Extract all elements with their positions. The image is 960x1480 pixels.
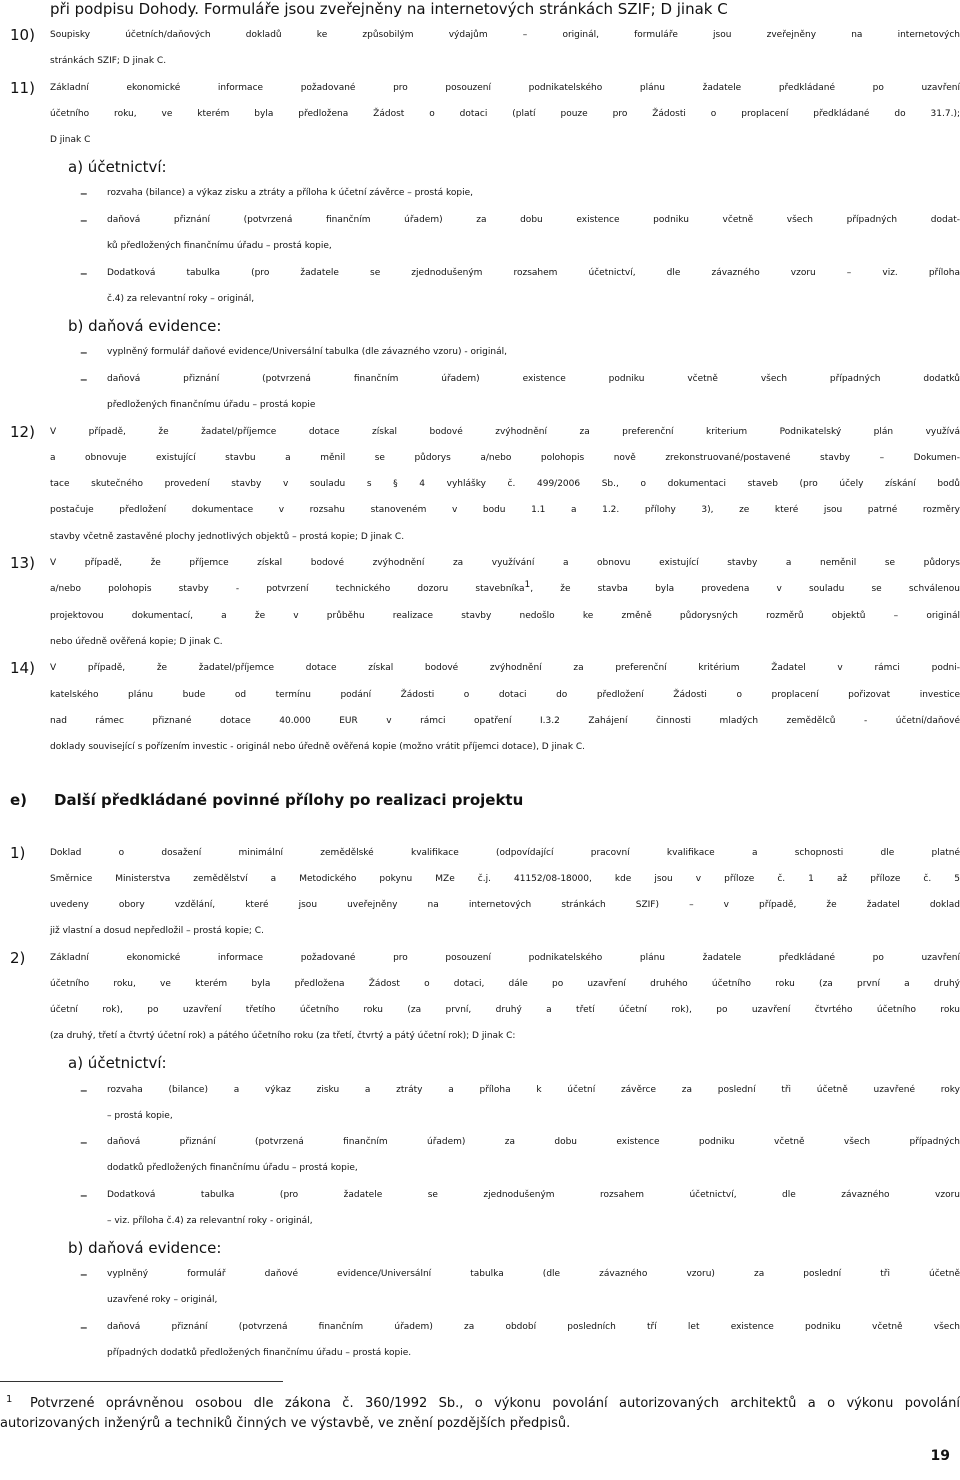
item-14-line: nad rámec přiznané dotace 40.000 EUR v rámci opatření I.3.2 Zahájení činnosti mladých zemědělců - účetní/daňové	[50, 716, 960, 726]
dash-bullet: –	[80, 264, 88, 282]
intro-tail-line: při podpisu Dohody. Formuláře jsou zveřejněny na internetových stránkách SZIF; D jinak C	[50, 0, 728, 18]
item-11-a-entry: Dodatková tabulka (pro žadatele se zjednodušeným rozsahem účetnictví, dle závazného vzoru – viz. příloha	[107, 268, 960, 278]
e2-a-entry: – viz. příloha č.4) za relevantní roky - originál,	[107, 1216, 313, 1226]
e2-line: účetního roku, ve kterém byla předložena Žádost o dotaci, dále po uzavření druhého účetního roku (za první a druhý	[50, 979, 960, 989]
item-13-line: nebo úředně ověřená kopie; D jinak C.	[50, 637, 223, 647]
dash-bullet: –	[80, 1133, 88, 1151]
e2-b-entry: uzavřené roky – originál,	[107, 1295, 218, 1305]
item-10-line: stránkách SZIF; D jinak C.	[50, 56, 167, 66]
footnote-line: autorizovaných inženýrů a techniků činných ve výstavbě, ve znění pozdějších předpisů.	[0, 1416, 571, 1431]
item-11-a-entry: daňová přiznání (potvrzená finančním úřadem) za dobu existence podniku včetně všech případných dodat-	[107, 215, 960, 225]
e2-a-entry: dodatků předložených finančnímu úřadu – prostá kopie,	[107, 1163, 358, 1173]
e1-number: 1)	[10, 844, 26, 862]
item-12-line: tace skutečného provedení stavby v souladu s § 4 vyhlášky č. 499/2006 Sb., o dokumentaci staveb (pro účely získání bodů	[50, 479, 960, 489]
dash-bullet: –	[80, 343, 88, 361]
dash-bullet: –	[80, 1265, 88, 1283]
item-11-line: Základní ekonomické informace požadované pro posouzení podnikatelského plánu žadatele předkládané po uzavření	[50, 83, 960, 93]
e1-line: Směrnice Ministerstva zemědělství a Metodického pokynu MZe č.j. 41152/08-18000, kde jsou v příloze č. 1 až příloze č. 5	[50, 874, 960, 884]
item-13-line-part: a/nebo polohopis stavby - potvrzení technického dozoru stavebníka	[50, 584, 525, 594]
footnote-separator	[0, 1381, 283, 1382]
item-12-line: stavby včetně zastavěné plochy jednotlivých objektů – prostá kopie; D jinak C.	[50, 532, 405, 542]
e1-line: Doklad o dosažení minimální zemědělské kvalifikace (odpovídající pracovní kvalifikace a schopnosti dle platné	[50, 848, 960, 858]
e1-line: již vlastní a dosud nepředložil – prostá kopie; C.	[50, 926, 264, 936]
dash-bullet: –	[80, 1081, 88, 1099]
item-11-b-entry: daňová přiznání (potvrzená finančním úřadem) existence podniku včetně všech případných dodatků	[107, 374, 960, 384]
item-11-b-label: b) daňová evidence:	[68, 317, 222, 335]
dash-bullet: –	[80, 370, 88, 388]
page-number: 19	[930, 1448, 950, 1464]
dash-bullet: –	[80, 1318, 88, 1336]
section-e-title: Další předkládané povinné přílohy po realizaci projektu	[54, 791, 524, 809]
item-11-b-entry: předložených finančnímu úřadu – prostá kopie	[107, 400, 316, 410]
e2-line: Základní ekonomické informace požadované pro posouzení podnikatelského plánu žadatele předkládané po uzavření	[50, 953, 960, 963]
item-12-line: V případě, že žadatel/příjemce dotace získal bodové zvýhodnění za preferenční kriterium Podnikatelský plán využívá	[50, 427, 960, 437]
e1-line: uvedeny obory vzdělání, které jsou uveřejněny na internetových stránkách SZIF) – v případě, že žadatel doklad	[50, 900, 960, 910]
e2-a-entry: – prostá kopie,	[107, 1111, 173, 1121]
item-11-a-label: a) účetnictví:	[68, 158, 167, 176]
footnote-reference: 1	[524, 580, 531, 590]
e2-a-entry: rozvaha (bilance) a výkaz zisku a ztráty a příloha k účetní závěrce za poslední tři účetně uzavřené roky	[107, 1085, 960, 1095]
e2-b-entry: daňová přiznání (potvrzená finančním úřadem) za období posledních tří let existence podniku včetně všech	[107, 1322, 960, 1332]
item-10-line: Soupisky účetních/daňových dokladů ke způsobilým výdajům – originál, formuláře jsou zveřejněny na internetových	[50, 30, 960, 40]
item-11-a-entry: rozvaha (bilance) a výkaz zisku a ztráty a příloha k účetní závěrce – prostá kopie,	[107, 188, 473, 198]
item-12-line: a obnovuje existující stavbu a měnil se půdorys a/nebo polohopis nově zrekonstruované/postavené stavby – Dokumen-	[50, 453, 960, 463]
item-11-line: účetního roku, ve kterém byla předložena Žádost o dotaci (platí pouze pro Žádosti o proplacení předkládané do 31.7.);	[50, 109, 960, 119]
e2-a-entry: daňová přiznání (potvrzená finančním úřadem) za dobu existence podniku včetně všech případných	[107, 1137, 960, 1147]
e2-b-entry: vyplněný formulář daňové evidence/Universální tabulka (dle závazného vzoru) za poslední tři účetně	[107, 1269, 960, 1279]
section-e-label: e)	[10, 791, 28, 809]
footnote-mark: 1	[6, 1394, 13, 1405]
item-11-b-entry: vyplněný formulář daňové evidence/Universální tabulka (dle závazného vzoru) - originál,	[107, 347, 507, 357]
item-12-number: 12)	[10, 423, 35, 441]
item-11-line: D jinak C	[50, 135, 91, 145]
item-14-line: katelského plánu bude od termínu podání Žádosti o dotaci do předložení Žádosti o proplacení pořizovat investice	[50, 690, 960, 700]
dash-bullet: –	[80, 211, 88, 229]
item-11-a-entry: ků předložených finančnímu úřadu – prostá kopie,	[107, 241, 332, 251]
dash-bullet: –	[80, 1186, 88, 1204]
item-14-number: 14)	[10, 659, 35, 677]
e2-a-label: a) účetnictví:	[68, 1054, 167, 1072]
e2-number: 2)	[10, 949, 26, 967]
item-11-a-entry: č.4) za relevantní roky – originál,	[107, 294, 255, 304]
e2-b-label: b) daňová evidence:	[68, 1239, 222, 1257]
item-13-line: projektovou dokumentací, a že v průběhu realizace stavby nedošlo ke změně půdorysných rozměrů objektů – originál	[50, 611, 960, 621]
item-13-number: 13)	[10, 554, 35, 572]
item-14-line: doklady související s pořízením investic - originál nebo úředně ověřená kopie (možno vrátit příjemci dotace), D jinak C.	[50, 742, 586, 752]
item-13-line: V případě, že příjemce získal bodové zvýhodnění za využívání a obnovu existující stavby a neměnil se půdorys	[50, 558, 960, 568]
dash-bullet: –	[80, 184, 88, 202]
e2-a-entry: Dodatková tabulka (pro žadatele se zjednodušeným rozsahem účetnictví, dle závazného vzoru	[107, 1190, 960, 1200]
item-13-line	[50, 576, 960, 602]
item-13-line-part: , že stavba byla provedena v souladu se schválenou	[530, 584, 960, 594]
item-10-number: 10)	[10, 26, 35, 44]
item-12-line: postačuje předložení dokumentace v rozsahu stanoveném v bodu 1.1 a 1.2. přílohy 3), ze které jsou patrné rozměry	[50, 505, 960, 515]
footnote-line: Potvrzené oprávněnou osobou dle zákona č. 360/1992 Sb., o výkonu povolání autorizovaných architektů a o výkonu povolání	[30, 1396, 960, 1411]
e2-b-entry: případných dodatků předložených finančnímu úřadu – prostá kopie.	[107, 1348, 412, 1358]
item-11-number: 11)	[10, 79, 35, 97]
item-14-line: V případě, že žadatel/příjemce dotace získal bodové zvýhodnění za preferenční kritérium Žadatel v rámci podni-	[50, 663, 960, 673]
e2-line: (za druhý, třetí a čtvrtý účetní rok) a pátého účetního roku (za třetí, čtvrtý a pátý účetní rok); D jinak C:	[50, 1031, 516, 1041]
e2-line: účetní rok), po uzavření třetího účetního roku (za první, druhý a třetí účetní rok), po uzavření čtvrtého účetního roku	[50, 1005, 960, 1015]
